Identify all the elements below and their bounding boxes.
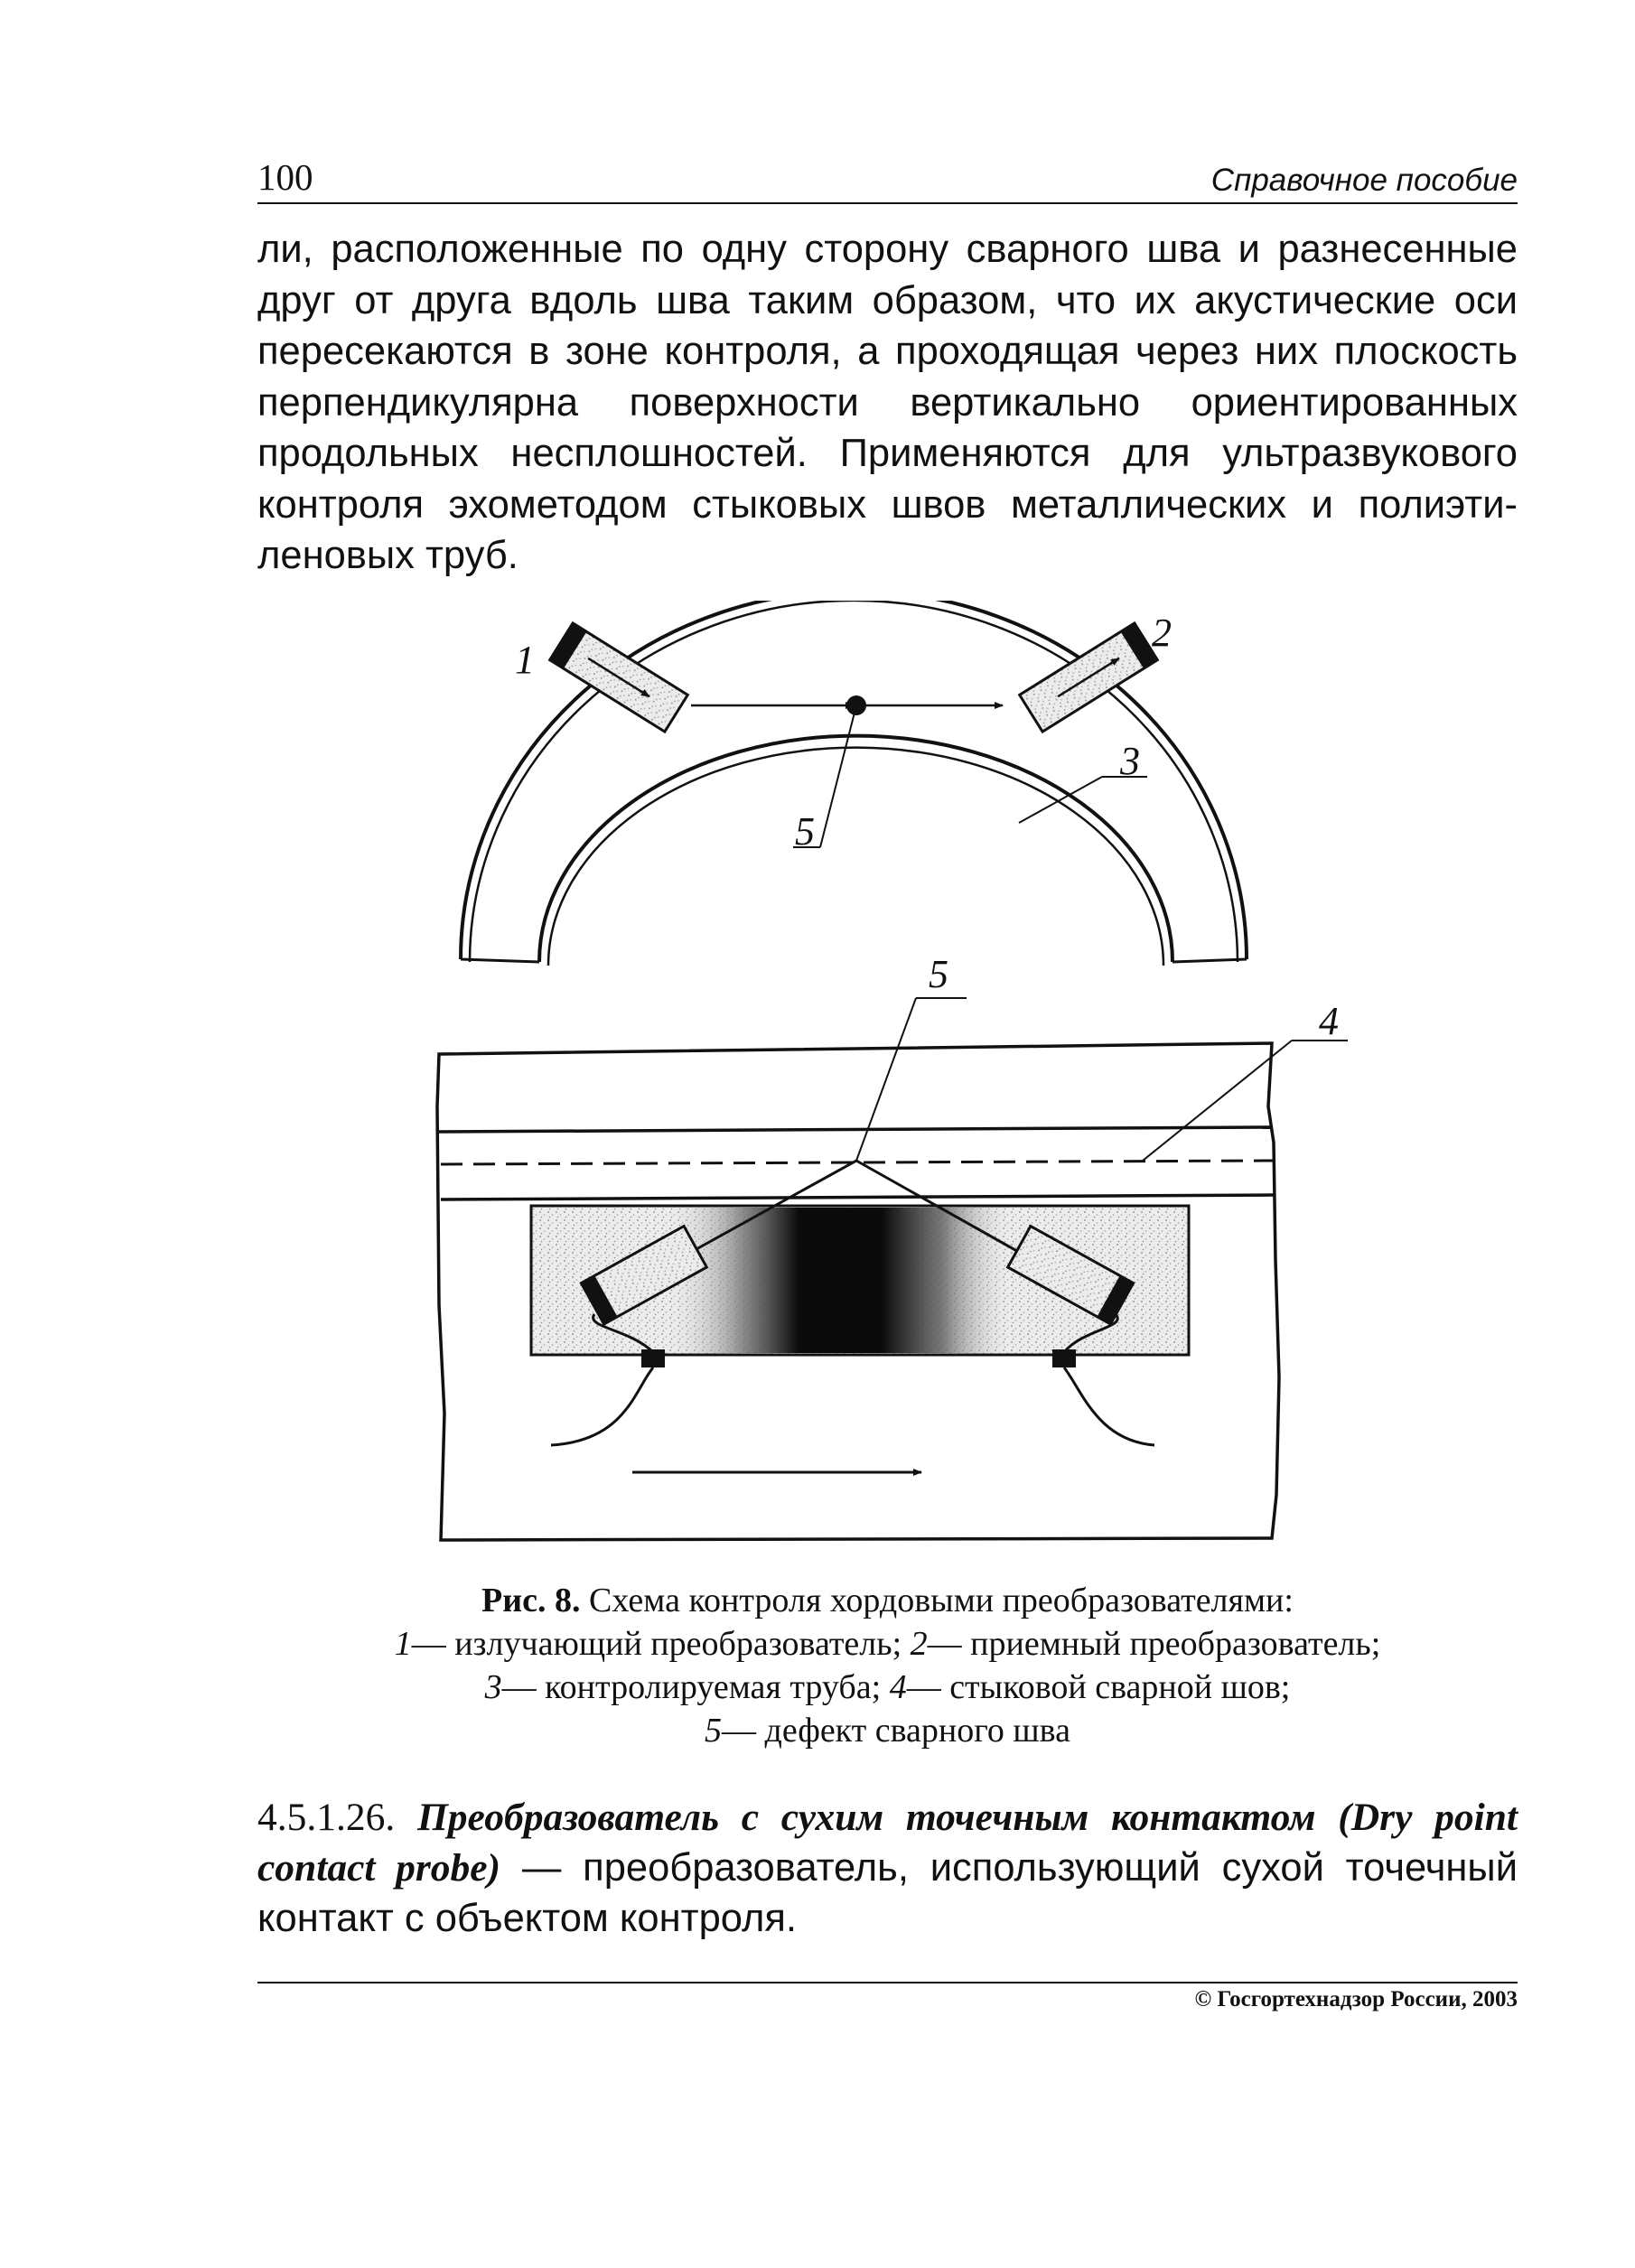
label-defect-top: 5	[795, 809, 815, 854]
caption-title-line	[257, 1579, 1518, 1622]
cable-left	[551, 1367, 653, 1445]
label-emitter: 1	[515, 638, 535, 682]
label-pipe: 3	[1120, 739, 1140, 783]
leader-pipe	[1019, 777, 1102, 823]
copyright-notice: © Госгортехнадзор России, 2003	[1194, 1987, 1518, 2011]
clause-number: 4.5.1.26.	[257, 1796, 417, 1839]
caption-item-num: 2	[910, 1625, 928, 1663]
caption-line-4	[257, 1709, 1518, 1752]
caption-title: Схема контроля хордовыми преобразователями:	[580, 1582, 1294, 1619]
caption-line-3	[257, 1666, 1518, 1709]
emitter-probe-top	[550, 623, 688, 732]
caption-item-text: — стыковой сварной шов;	[906, 1668, 1291, 1706]
caption-line-2	[257, 1622, 1518, 1666]
defined-term: Преобразователь с сухим точечным контактом (Dry point contact probe)	[257, 1796, 1518, 1890]
scheme-drawing	[425, 601, 1382, 1558]
caption-item-text: — контролируемая труба;	[501, 1668, 890, 1706]
label-weld: 4	[1319, 999, 1339, 1043]
caption-figure-ref: Рис. 8.	[481, 1582, 581, 1619]
page-header	[257, 156, 1518, 204]
caption-item-text: — излучающий преобразователь;	[411, 1625, 911, 1663]
receiver-probe-top	[1020, 623, 1158, 732]
pipe-right-cut	[1173, 959, 1247, 962]
cable-right	[1064, 1367, 1154, 1445]
pipe-left-cut	[461, 959, 539, 962]
definition-paragraph	[257, 1792, 1518, 1944]
caption-item-num: 1	[394, 1625, 412, 1663]
label-receiver: 2	[1152, 611, 1172, 655]
definition-text: — преобразователь, использующий сухой точечный контакт с объектом контроля.	[257, 1846, 1518, 1940]
caption-item-num: 3	[484, 1668, 502, 1706]
figure-chord-probe-scheme	[425, 601, 1382, 1558]
footer-rule	[257, 1982, 1518, 1983]
figure-caption	[257, 1579, 1518, 1752]
running-title: Справочное пособие	[1210, 163, 1518, 198]
pipe-inner-wall	[539, 736, 1173, 962]
caption-item-text: — дефект сварного шва	[722, 1712, 1070, 1750]
label-defect-bottom: 5	[929, 952, 948, 996]
caption-item-num: 4	[889, 1668, 907, 1706]
leader-defect-bottom	[856, 998, 916, 1161]
caption-item-num: 5	[705, 1712, 723, 1750]
body-paragraph: ли, расположенные по одну сторону сварного шва и разнесенные друг от друга вдоль шва таким образом, что их акустические оси пересекаются в зоне контроля, а проходящая через них плоскость перпендикулярна поверхности вертикально ориентированных продольных несплошностей. Применяются для ультразвукового контроля эхометодом стыковых швов металлических и полиэти-леновых труб.	[257, 228, 1518, 577]
pipe-inner-inner-line	[548, 748, 1163, 966]
leader-defect-top	[820, 705, 856, 847]
page-number: 100	[257, 156, 313, 198]
caption-item-text: — приемный преобразователь;	[927, 1625, 1381, 1663]
